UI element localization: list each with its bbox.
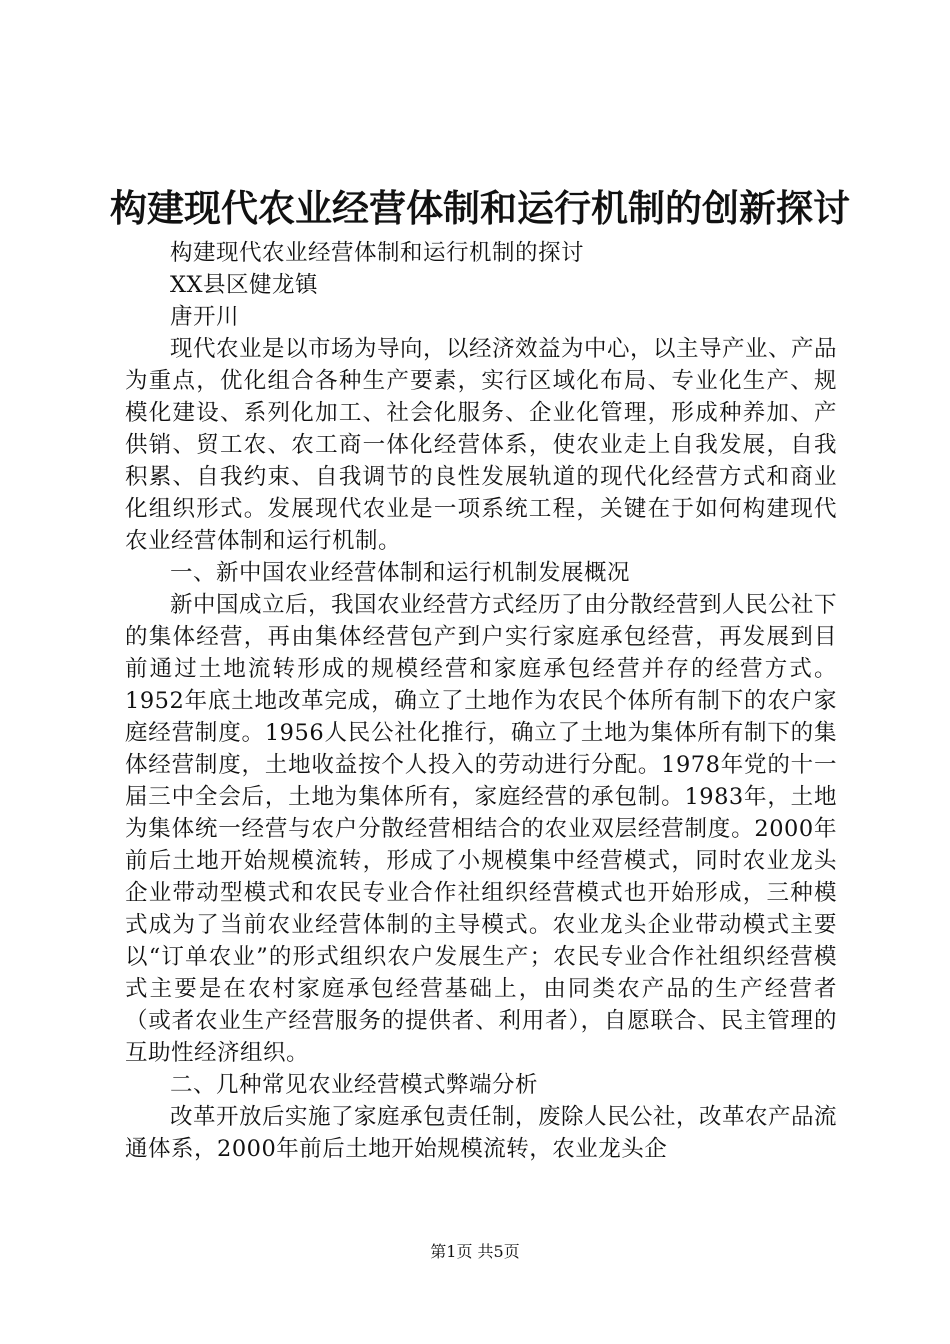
page-footer: 第1页 共5页: [430, 1242, 520, 1261]
subtitle-paragraph: 构建现代农业经营体制和运行机制的探讨: [170, 240, 585, 266]
history-paragraph: 新中国成立后，我国农业经营方式经历了由分散经营到人民公社下的集体经营，再由集体经营包产到户实行家庭承包经营，再发展到目前通过土地流转形成的规模经营和家庭承包经营并存的经营方式。1952年底土地改革完成，确立了土地作为农民个体所有制下的农户家庭经营制度。1956人民公社化推行，确立了土地为集体所有制下的集体经营制度，土地收益按个人投入的劳动进行分配。1978年党的十一届三中全会后，土地为集体所有，家庭经营的承包制。1983年，土地为集体统一经营与农户分散经营相结合的农业双层经营制度。2000年前后土地开始规模流转，形成了小规模集中经营模式，同时农业龙头企业带动型模式和农民专业合作社组织经营模式也开始形成，三种模式成为了当前农业经营体制的主导模式。农业龙头企业带动模式主要以“订单农业”的形式组织农户发展生产；农民专业合作社组织经营模式主要是在农村家庭承包经营基础上，由同类农产品的生产经营者（或者农业生产经营服务的提供者、利用者），自愿联合、民主管理的互助性经济组织。: [125, 592, 838, 1066]
author-paragraph: 唐开川: [170, 304, 240, 330]
location-paragraph: XX县区健龙镇: [170, 272, 319, 298]
document-title: 构建现代农业经营体制和运行机制的创新探讨: [110, 186, 850, 230]
section-heading-2: 二、几种常见农业经营模式弊端分析: [170, 1072, 539, 1098]
analysis-paragraph: 改革开放后实施了家庭承包责任制，废除人民公社，改革农产品流通体系，2000年前后土地开始规模流转，农业龙头企: [125, 1104, 838, 1162]
document-body: [125, 237, 837, 1165]
section-heading-1: 一、新中国农业经营体制和运行机制发展概况: [170, 560, 631, 586]
intro-paragraph: 现代农业是以市场为导向，以经济效益为中心，以主导产业、产品为重点，优化组合各种生产要素，实行区域化布局、专业化生产、规模化建设、系列化加工、社会化服务、企业化管理，形成种养加、产供销、贸工农、农工商一体化经营体系，使农业走上自我发展，自我积累、自我约束、自我调节的良性发展轨道的现代化经营方式和商业化组织形式。发展现代农业是一项系统工程，关键在于如何构建现代农业经营体制和运行机制。: [125, 336, 838, 554]
